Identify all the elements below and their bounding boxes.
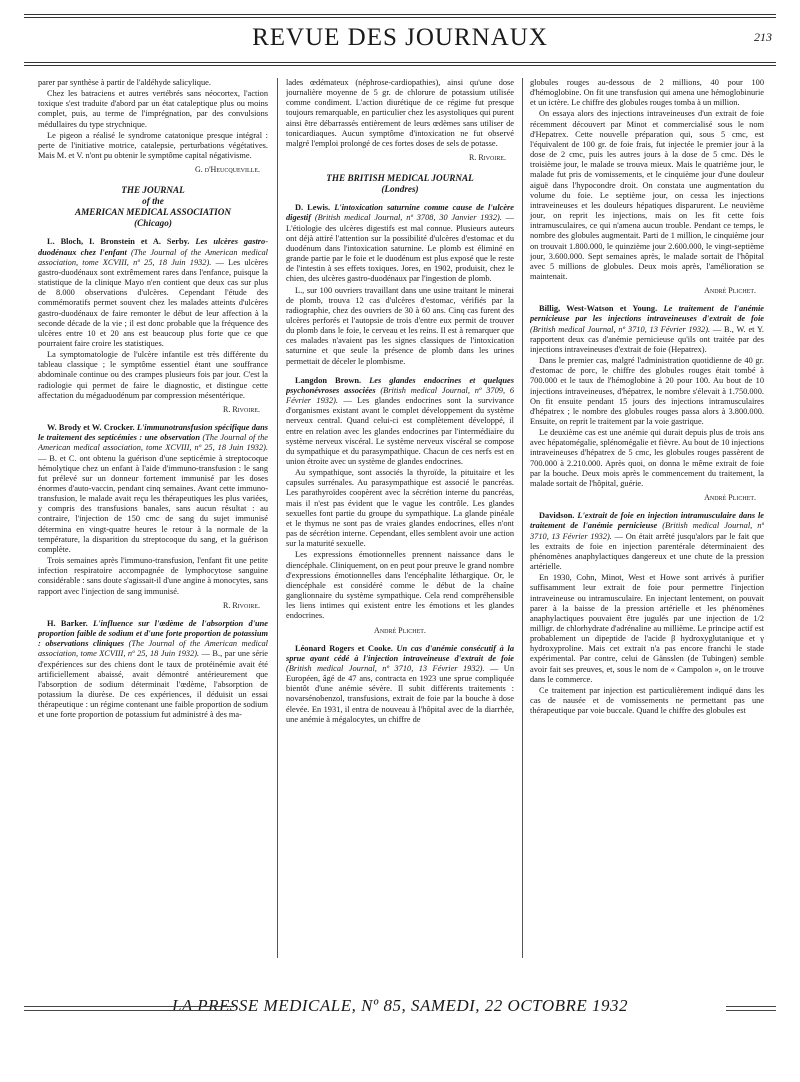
- author-signature: R. Rivoire.: [222, 404, 260, 414]
- author-signature: R. Rivoire.: [222, 600, 260, 610]
- header-rule-bottom-2: [24, 65, 776, 66]
- article-abstract: [286, 376, 514, 467]
- article-author: Léonard Rogers et Cooke.: [295, 643, 393, 653]
- journal-heading-line: (Londres): [381, 184, 419, 195]
- article-abstract: [530, 304, 764, 355]
- article-reference: (The Journal of the American medical association, tome XCVIII, nº 25, 18 Juin 1932).: [38, 247, 268, 267]
- article-title: L'extrait de foie en injection intramusculaire dans le traitement de l'anémie pernicieuse: [530, 511, 764, 531]
- article-title: Les ulcères gastro-duodénaux chez l'enfant: [38, 237, 268, 257]
- paragraph: Chez les batraciens et autres vertébrés sans néocortex, l'action toxique s'est traduite d'abord par un état cataleptique plus ou moins complet, puis, au terme de l'imprégnation, par des convulsions médullaires du type strychnique.: [38, 89, 268, 129]
- paragraph: lades œdémateux (néphrose-cardiopathies), ainsi qu'une dose journalière moyenne de 5 gr. de chlorure de potassium utilisée comme condiment. L'action diurétique de ce régime fut presque toujours remarquable, en particulier chez les asystoliques qui purent ainsi être débarrassés entièrement de leurs œdèmes sans utiliser de tonicardiaques. Aucun symptôme d'intoxication ne fut observé malgré l'emploi prolongé de ces fortes doses de sels de potasse.: [286, 78, 514, 148]
- paragraph: On essaya alors des injections intraveineuses d'un extrait de foie récemment découvert par Minot et commercialisé sous le nom d'Hepatrex. Cette nouvelle préparation qui, sous 5 cmc, est l'équivalent de 100 gr. de foie frais, fut injectée le premier jour à la dose de 2 cmc, puis les autres jours à la dose de 5 cmc. Dès le troisième jour, le malade se trouva mieux. Mais le quatrième jour, le malade fut pris de vomissements, et le cinquième jour d'une douleur aiguë dans l'hypocondre droit. On constata une augmentation du volume du foie. Le septième jour, on cessa les injections intraveineuses et les douleurs hépatiques disparurent. Le neuvième jour, on reprit les injections, mais on les fit cette fois intramusculaires, ce qui n'amena aucun trouble. Pendant ce temps, le nombre des globules augmentait. Parti de 1 million, le cinquième jour on trouvait 1.800.000, le quinzième jour 2.600.000, le vingt-septième jour, 3.600.000. Sept semaines après, le malade sortait de l'hôpital avec 5 millions de globules. Deux mois après, l'amélioration se maintenait.: [530, 109, 764, 281]
- article-text: — Un Européen, âgé de 47 ans, contracta en 1923 une sprue compliquée bientôt d'une anémie sévère. Il subit différents traitements : novarsénobenzol, transfusions, extrait de foie par la bouche à dose élevée. En 1931, il entra de nouveau à l'hôpital avec de la diarrhée, une anémie à mégalocytes, un chiffre de: [286, 663, 514, 724]
- article-author: H. Barker.: [47, 618, 88, 628]
- article-text: — Les glandes endocrines sont la survivance d'organismes existant avant le complet développement du système nerveux central. Quand celui-ci est complètement développé, il entre en relation avec les glandes endocrines par l'intermédiaire du système nerveux viscéral. Le système nerveux viscéral se compose du sympathique et du parasympathique. Chacun de ces nerfs est en union étroite avec un système de glandes endocrines.: [286, 396, 514, 466]
- paragraph: Le deuxième cas est une anémie qui durait depuis plus de trois ans avec hépatomégalie, splénomégalie et fièvre. Au bout de 10 injections intraveineuses d'hépatrex de 5 cmc, les globules rouges passèrent de 700.000 à 2.210.000. Après quoi, on donna le même extrait de foie par la bouche. Deux mois après le commencement du traitement, la malade sortait de l'hôpital, guérie.: [530, 428, 764, 488]
- paragraph: La symptomatologie de l'ulcère infantile est très différente du tableau classique ; le symptôme essentiel étant une souffrance abdominale continue ou des crampes plusieurs fois par jour. C'est la radiologie qui permet de faire le diagnostic, et distingue cette affectation du mégaduodénum par compression mésentérique.: [38, 350, 268, 400]
- footer-rule-right-2: [726, 1010, 776, 1011]
- column-separator-1: [277, 78, 278, 958]
- paragraph: L., sur 100 ouvriers travaillant dans une usine traitant le minerai de plomb, trouva 12 cas d'ulcères d'estomac, vérifiés par la radiographie, chez des ouvriers de 30 à 60 ans. Cinq cas furent des ulcères perforés et l'autopsie de trois d'entre eux permit de trouver du plomb dans le foie, le cerveau et les reins. Il est à remarquer que ces malades n'avaient pas les signes classiques de l'intoxication saturnine et que seule la présence de plomb dans les urines permettait de déceler le plombisme.: [286, 285, 514, 366]
- article-author: W. Brody et W. Crocker.: [47, 423, 135, 433]
- article-abstract: [38, 423, 268, 555]
- column-3: [530, 78, 764, 958]
- paragraph: Au sympathique, sont associés la thyroïde, la pituitaire et les capsules surrénales. Au parasympathique est associé le pancréas. Les parathyroïdes coopèrent avec la sécrétion interne du pancréas, mais il n'est pas évident que le vague les contrôle. Les glandes sexuelles font partie du groupe du sympathique. La glande pinéale et le thymus ne sont pas de vraies glandes endocrines, elles n'ont pas de sécrétion interne. Cependant, elles semblent avoir une action sur la maturité sexuelle.: [286, 468, 514, 549]
- article-abstract: [530, 511, 764, 572]
- header-rule-bottom: [24, 62, 776, 63]
- article-reference: (The Journal of the American medical association, tome XCVIII, nº 25, 18 Juin 1932).: [38, 639, 268, 659]
- paragraph: Dans le premier cas, malgré l'administration quotidienne de 40 gr. d'estomac de porc, le chiffre des globules rouges était tombé à 700.000 et le taux de l'hémoglobine à 20 pour 100. Au bout de 10 injections intraveineuses, d'hépatrex, le nombre s'élevait à 1.750.000. On fit ensuite pendant 15 jours des injections intramusculaires d'hépatrex ; le nombre des globules rouges passa alors à 3.800.000. Ensuite, on reprit le traitement par la voie gastrique.: [530, 356, 764, 426]
- author-signature: André Plichet.: [704, 493, 756, 503]
- article-reference: (British medical Journal, nº 3710, 13 Février 1932).: [530, 324, 711, 334]
- article-text: — B., W. et Y. rapportent deux cas d'anémie pernicieuse qu'ils ont traitée par des injections intraveineuses d'extrait de foie (Hepatrex).: [530, 324, 764, 354]
- spacer: [286, 368, 514, 376]
- article-abstract: [38, 237, 268, 349]
- footer-rule-right: [726, 1006, 776, 1007]
- journal-heading-line: THE BRITISH MEDICAL JOURNAL: [326, 173, 474, 184]
- header-rule-top: [24, 14, 776, 15]
- article-abstract: [286, 644, 514, 725]
- article-title: L'immunotransfusion spécifique dans le traitement des septicémies : une observation: [38, 423, 268, 443]
- article-title: Un cas d'anémie consécutif à la sprue ayant cédé à l'injection intraveineuse d'extrait de foie: [286, 643, 514, 663]
- article-reference: (British medical Journal, nº 3710, 13 Février 1932).: [286, 663, 485, 673]
- journal-heading-line: AMERICAN MEDICAL ASSOCIATION: [74, 207, 232, 218]
- article-title: L'intoxication saturnine comme cause de l'ulcère digestif: [286, 203, 514, 223]
- article-text: — L'étiologie des ulcères digestifs est mal connue. Plusieurs auteurs ont déjà attiré l'attention sur la possibilité d'ulcères d'estomac et du duodénum dans l'intoxication saturnine. Le plomb est éliminé en grande partie par le foie et le duodénum est plus exposé que le reste de l'intestin à ses effets toxiques. Jores, en 1902, produisit, chez le chien, des ulcères gastro-duodénaux par l'ingestion de plomb.: [286, 213, 514, 284]
- article-title: Le traitement de l'anémie pernicieuse par les injections intraveineuses d'extrait de foie: [530, 304, 764, 324]
- journal-heading-line: (Chicago): [134, 218, 172, 229]
- paragraph: Trois semaines après l'immuno-transfusion, l'enfant fit une petite infection respiratoire accompagnée de lymphocytose sanguine considérable : sans doute s'agissait-il d'une angine à monocytes, sans rapport avec l'injection de sang immunisé.: [38, 556, 268, 596]
- journal-heading: [38, 185, 268, 229]
- column-separator-2: [522, 78, 523, 958]
- article-author: Davidson.: [539, 511, 575, 521]
- article-author: Langdon Brown.: [295, 375, 362, 385]
- page-number: 213: [754, 30, 772, 44]
- article-abstract: [38, 619, 268, 721]
- article-reference: (British medical Journal, nº 3710, 13 Février 1932).: [530, 521, 764, 541]
- footer-text: LA PRESSE MEDICALE, Nº 85, SAMEDI, 22 OCTOBRE 1932: [171, 996, 629, 1015]
- paragraph: Les expressions émotionnelles prennent naissance dans le diencéphale. Cliniquement, on en peut pour preuve le grand nombre d'expressions émotionnelles dans l'encéphalite léthargique. Or, le diencéphale est considéré comme le début de la chaîne ganglionnaire du système sympathique. Cela rend compréhensible les liens intimes qui existent entre les émotions et les glandes endocrines.: [286, 550, 514, 621]
- article-title: L'influence sur l'œdème de l'absorption d'une proportion faible de sodium et d'une forte proportion de potassium : observations cliniques: [38, 618, 268, 649]
- footer-rule-left-2: [24, 1010, 234, 1011]
- paragraph: En 1930, Cohn, Minot, West et Howe sont arrivés à purifier suffisamment leur extrait de foie pour permettre l'injection intraveineuse ou intramusculaire. En injectant lentement, on pouvait parer à la baisse de la pression artérielle et les phénomènes anaphylactiques pouvaient être jugulés par une injection de 1/2 milligr. de chlorhydrate d'adrénaline au millième. Le principe actif est probablement un dipeptide de l'acide β hydroxyglutanique et γ hydroxyproline. Mais cet extrait n'a pas encore franchi le stade expérimental. Par contre, celui de Gänsslen (de Tubingen) semble avoir fait ses preuves, et, sous le nom de « Campolon », on le trouve dans le commerce.: [530, 573, 764, 684]
- article-title: Les glandes endocrines et quelques psychonévroses associées: [286, 375, 514, 395]
- journal-heading-line: of the: [142, 196, 164, 207]
- journal-section-title: REVUE DES JOURNAUX: [252, 24, 548, 51]
- paragraph: Ce traitement par injection est particulièrement indiqué dans les cas de nausée et de vomissements ne permettant pas une thérapeutique par voie buccale. Quand le chiffre des globules est: [530, 685, 764, 716]
- article-abstract: [286, 203, 514, 284]
- paragraph: globules rouges au-dessous de 2 millions, 40 pour 100 d'hémoglobine. On fit une transfusion qui amena une hémoglobinurie et un ictère. Le chiffre des globules rouges tomba à un million.: [530, 78, 764, 108]
- column-2: [286, 78, 514, 958]
- article-text: — On était arrêté jusqu'alors par le fait que les extraits de foie en injection parentérale déterminaient des phénomènes anaphylactiques dangereux et une chute de la pression artérielle.: [530, 531, 764, 572]
- article-reference: (British medical Journal, nº 3708, 30 Janvier 1932).: [314, 213, 502, 223]
- paragraph: Le pigeon a réalisé le syndrome catatonique presque intégral : perte de l'initiative motrice, catalepsie, perturbations végétatives. Mais M. et V. n'ont pu obtenir le symptôme capital négativisme.: [38, 130, 268, 161]
- journal-heading: [286, 173, 514, 195]
- column-1: [38, 78, 268, 958]
- author-signature: G. d'Heucqueville.: [195, 165, 260, 175]
- article-reference: (The Journal of the American medical association, tome XCVIII, nº 25, 18 Juin 1932).: [38, 433, 268, 453]
- article-text: — B. et C. ont obtenu la guérison d'une septicémie à streptocoque hémolytique chez un enfant à l'aide d'immuno-transfusion : le sang fut prélevé sur un donneur fortement immunisé par les doses énormes d'auto-vaccin, pendant cinq semaines. Avant cette immuno-transfusion, le malade avait reçu les thérapeutiques les plus variées, y compris des transfusions banales, sans aucun résultat : au contraire, l'injection de 150 cmc de sang du sujet immunisé détermina en vingt-quatre heures le retour à la normale de la température, la disparition du streptocoque du sang, et la guérison complète.: [38, 453, 268, 554]
- page-footer: [0, 996, 800, 1016]
- author-signature: André Plichet.: [374, 625, 426, 635]
- article-author: L. Bloch, I. Bronstein et A. Serby.: [47, 237, 190, 247]
- author-signature: R. Rivoire.: [468, 153, 506, 163]
- article-text: — Les ulcères gastro-duodénaux sont extrêmement rares dans l'enfance, puisque la statistique de la clinique Mayo n'en contient que deux cas sur plus de 8.000 observations d'ulcères. Cependant l'étude des commémoratifs permet souvent chez les malades atteints d'ulcères gastro-duodénaux de faire remonter le début de leur affection à la seconde décade de la vie ; il est donc probable que la fréquence des ulcères entre 10 et 20 ans est beaucoup plus forte que ce que pourraient faire croire les statistiques.: [38, 257, 268, 348]
- article-text: — B., par une série d'expériences sur des chiens dont le taux de protéinémie avait été artificiellement abaissé, avait démontré antérieurement que l'absorption de sodium déterminait l'œdème, l'absorption de potassium la diurèse. De ces expériences, il déduisit un essai thérapeutique : un régime contenant une faible proportion de sodium et une forte proportion de potassium fut administré à des ma-: [38, 649, 268, 720]
- article-reference: (British medical Journal, nº 3709, 6 Février 1932).: [286, 385, 514, 406]
- footer-rule-left: [24, 1006, 234, 1007]
- journal-heading-line: THE JOURNAL: [121, 185, 185, 196]
- paragraph: parer par synthèse à partir de l'aldéhyde salicylique.: [38, 78, 211, 87]
- header-rule-top-2: [24, 17, 776, 18]
- article-author: Billig, West-Watson et Young.: [539, 304, 658, 314]
- article-author: D. Lewis.: [295, 203, 331, 213]
- author-signature: André Plichet.: [704, 286, 756, 296]
